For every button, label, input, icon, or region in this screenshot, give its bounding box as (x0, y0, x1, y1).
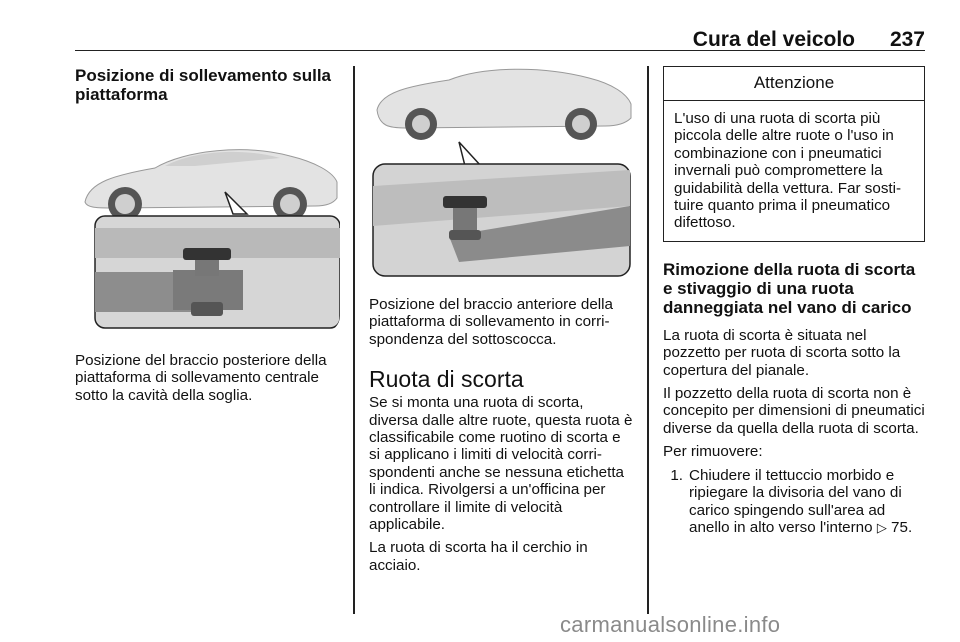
spare-location-paragraph: La ruota di scorta è situata nel pozzetto per ruota di scorta sotto la copertura del pianale. (663, 326, 901, 379)
list-item (663, 467, 925, 537)
lifting-heading: Posizione di sollevamento sulla piattaforma (75, 66, 332, 104)
step-text: Chiudere il tettuccio morbido e ripiegare la divisoria del vano di carico spingendo sull'area ad anello in alto verso l'interno (689, 466, 902, 536)
column-divider (353, 66, 355, 614)
removal-heading: Rimozione della ruota di scorta e stivaggio di una ruota danneggiata nel vano di carico (663, 259, 916, 317)
to-remove-label: Per rimuovere: (663, 443, 763, 461)
rear-lift-illustration (75, 120, 340, 332)
tyre-size-paragraph: Il pozzetto della ruota di scorta non è concepito per dimensioni di pneumatici diverse da quella della ruota di scorta. (663, 385, 925, 437)
spare-wheel-title: Ruota di scorta (369, 366, 524, 393)
front-lift-caption: Posizione del braccio anteriore della piattaforma di sollevamento in corrispondenza del sottoscocca. (369, 296, 613, 348)
front-lift-illustration (369, 66, 634, 280)
page-reference-link[interactable]: 75. (891, 518, 913, 536)
rear-lift-caption: Posizione del braccio posteriore della piattaforma di sollevamento centrale sotto la cavità della soglia. (75, 352, 327, 404)
spare-wheel-paragraph: Se si monta una ruota di scorta, diversa dalle altre ruote, questa ruota è classificabile come ruotino di scorta e si applicano i limiti di velocità corrispondenti anche se nessuna etichetta li indica. Rivolgersi a un'officina per controllare il limite di velocità applicabile. (369, 394, 633, 534)
column-divider (647, 66, 649, 614)
column-left (75, 66, 343, 404)
section-title: Cura del veicolo (692, 28, 855, 51)
watermark: carmanualsonline.info (560, 612, 781, 637)
page-number: 237 (889, 28, 925, 51)
warning-box (663, 66, 925, 242)
removal-steps (663, 467, 925, 537)
page-reference-arrow-icon[interactable]: ▷ (876, 519, 887, 535)
column-middle (369, 66, 634, 580)
warning-title: Attenzione (664, 67, 924, 101)
steel-rim-paragraph: La ruota di scorta ha il cerchio in acciaio. (369, 539, 588, 574)
page-header (75, 22, 925, 51)
column-right (663, 66, 925, 536)
warning-text: L'uso di una ruota di scorta più piccola delle altre ruote o l'uso in combinazione con i pneumatici invernali può compromettere la guidabilità della vettura. Far sostituire quanto prima il pneumatico difettoso. (674, 110, 902, 232)
step-number: 1. (670, 466, 683, 484)
